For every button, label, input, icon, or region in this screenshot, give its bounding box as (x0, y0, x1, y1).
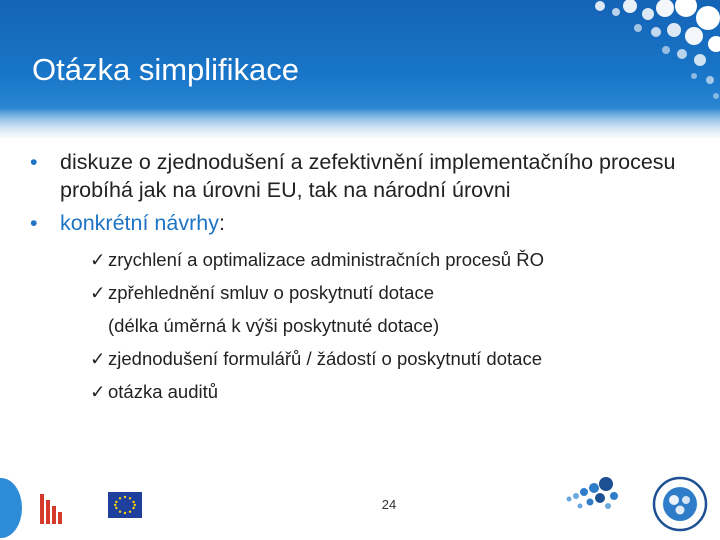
checkmark-icon: ✓ (90, 348, 106, 369)
checkmark-icon: ✓ (90, 249, 106, 270)
sub-item (90, 276, 690, 309)
slide-header (0, 0, 720, 138)
op-logo-icon (40, 492, 62, 526)
sub-item-text: otázka auditů (108, 381, 219, 402)
checkmark-icon: ✓ (90, 282, 106, 303)
narodni-organ-logo (556, 474, 640, 534)
mmr-emblem-icon (648, 474, 712, 534)
sub-item (90, 375, 690, 408)
narodni-organ-dots-icon (556, 474, 640, 518)
decorative-arc (0, 478, 22, 538)
bullet-item (30, 148, 690, 204)
sub-item-continuation: (délka úměrná k výši poskytnuté dotace) (108, 315, 440, 336)
page-number: 24 (381, 497, 397, 512)
bullet-marker: • (30, 211, 38, 235)
sub-item-text: zrychlení a optimalizace administračních procesů ŘO (108, 249, 544, 270)
slide-content (30, 148, 690, 408)
decorative-dots (520, 0, 720, 110)
mmr-logo (648, 474, 712, 534)
sub-list (90, 243, 690, 408)
eu-flag-logo (108, 492, 142, 518)
sub-item-text: zjednodušení formulářů / žádostí o poskytnutí dotace (108, 348, 542, 369)
header-fade (0, 108, 720, 138)
eu-stars-icon (108, 492, 142, 518)
op-technicka-pomoc-logo (40, 492, 100, 526)
sub-item-text: zpřehlednění smluv o poskytnutí dotace (108, 282, 434, 303)
sub-item (90, 342, 690, 375)
sub-item (90, 243, 690, 276)
checkmark-icon: ✓ (90, 381, 106, 402)
slide-title: Otázka simplifikace (32, 52, 300, 87)
bullet-suffix: : (218, 211, 225, 235)
bullet-highlight-text: konkrétní návrhy (60, 211, 219, 235)
bullet-text: diskuze o zjednodušení a zefektivnění implementačního procesu probíhá jak na úrovni EU, tak na národní úrovni (60, 150, 676, 202)
bullet-item (30, 209, 690, 237)
bullet-marker: • (30, 150, 38, 174)
